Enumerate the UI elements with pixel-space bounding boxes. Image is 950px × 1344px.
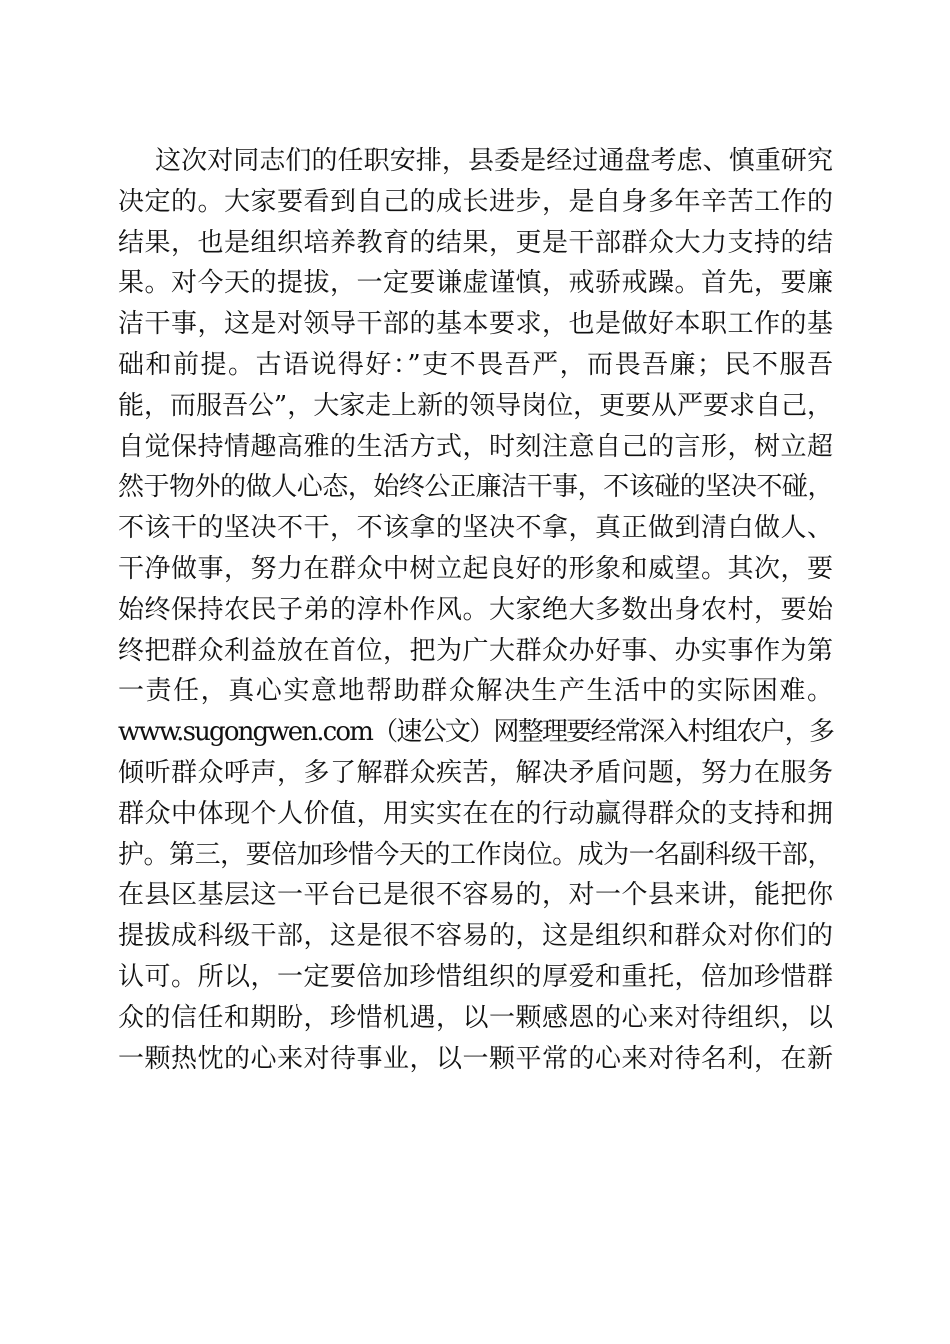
text-line: 护。第三，要倍加珍惜今天的工作岗位。成为一名副科级干部， [118, 839, 833, 870]
text-line: 一责任，真心实意地帮助群众解决生产生活中的实际困难。 [118, 676, 833, 707]
text-line: 群众中体现个人价值，用实实在在的行动赢得群众的支持和拥 [118, 798, 833, 829]
text-line: 结果，也是组织培养教育的结果，更是干部群众大力支持的结 [118, 227, 833, 258]
text-line: 终把群众利益放在首位，把为广大群众办好事、办实事作为第 [118, 635, 833, 666]
text-line: 果。对今天的提拔，一定要谦虚谨慎，戒骄戒躁。首先，要廉 [118, 268, 833, 299]
text-line: 然于物外的做人心态，始终公正廉洁干事，不该碰的坚决不碰， [118, 472, 833, 503]
text-line: 干净做事，努力在群众中树立起良好的形象和威望。其次，要 [118, 553, 833, 584]
text-line: 础和前提。古语说得好：”吏不畏吾严，而畏吾廉；民不服吾 [118, 349, 833, 380]
text-line: 自觉保持情趣高雅的生活方式，时刻注意自己的言形，树立超 [118, 431, 833, 462]
text-line: 提拔成科级干部，这是很不容易的，这是组织和群众对你们的 [118, 921, 833, 952]
text-line: 能，而服吾公”，大家走上新的领导岗位，更要从严要求自己， [118, 390, 833, 421]
text-line: 在县区基层这一平台已是很不容易的，对一个县来讲，能把你 [118, 880, 833, 911]
text-line: 始终保持农民子弟的淳朴作风。大家绝大多数出身农村，要始 [118, 594, 833, 625]
text-line: 一颗热忱的心来对待事业，以一颗平常的心来对待名利，在新 [118, 1043, 833, 1074]
text-line: 众的信任和期盼，珍惜机遇，以一颗感恩的心来对待组织，以 [118, 1002, 833, 1033]
text-line: 倾听群众呼声，多了解群众疾苦，解决矛盾问题，努力在服务 [118, 757, 833, 788]
text-line: www.sugongwen.com（速公文）网整理要经常深入村组农户，多 [118, 717, 833, 748]
text-line: 这次对同志们的任职安排，县委是经过通盘考虑、慎重研究 [155, 146, 833, 176]
text-line: 洁干事，这是对领导干部的基本要求，也是做好本职工作的基 [118, 309, 833, 340]
body-paragraph [118, 141, 833, 1079]
text-line: 决定的。大家要看到自己的成长进步，是自身多年辛苦工作的 [118, 186, 833, 217]
text-line: 不该干的坚决不干，不该拿的坚决不拿，真正做到清白做人、 [118, 513, 833, 544]
text-line: 认可。所以，一定要倍加珍惜组织的厚爱和重托，倍加珍惜群 [118, 961, 833, 992]
